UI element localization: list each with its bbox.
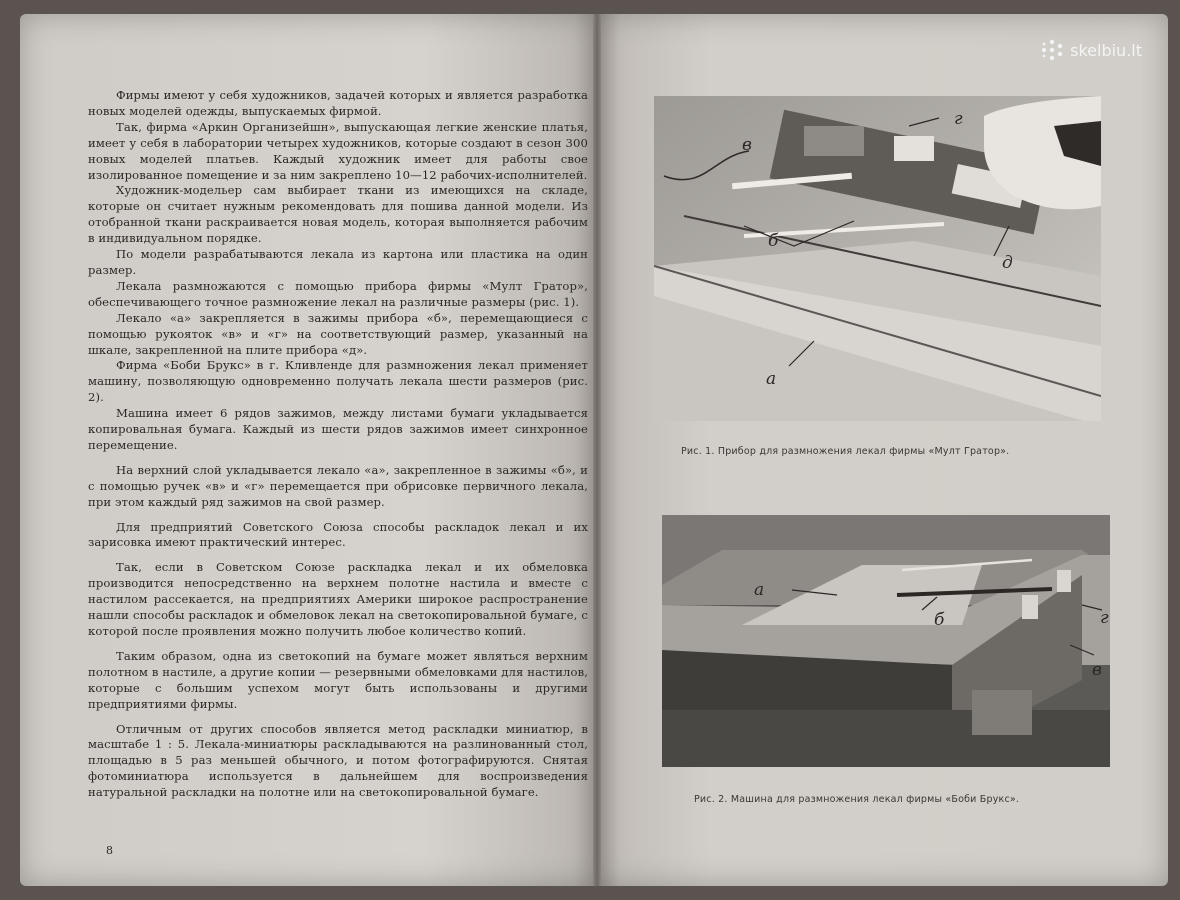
paragraph: На верхний слой укладывается лекало «а», закрепленное в зажимы «б», и с помощью ручек «в» и «г» перемещается при обрисовке первичного лекала, при этом каждый ряд зажимов на свой размер. <box>88 462 588 509</box>
paragraph: Так, если в Советском Союзе раскладка лекал и их обмеловка производится непосредственно на верхнем полотне настила и вместе с настилом рассекается, на предприятиях Америки широкое распространение нашли способы раскладок и обмеловок лекал на светокопировальной бумаге, с которой после проявления можно получить любое количество копий. <box>88 560 588 638</box>
watermark-text: skelbiu.lt <box>1070 40 1142 60</box>
figure-2-label-b: б <box>934 610 945 630</box>
figure-1-label-v: в <box>742 135 752 155</box>
paragraph: По модели разрабатываются лекала из картона или пластика на один размер. <box>88 247 588 277</box>
paragraph: Лекало «а» закрепляется в зажимы прибора «б», перемещающиеся с помощью рукояток «в» и «г» на соответствующий размер, указанный на шкале, закрепленной на плите прибора «д». <box>88 310 588 357</box>
figure-1-label-a: а <box>766 369 777 389</box>
figure-2-photo <box>662 515 1110 767</box>
figure-2-label-a: а <box>754 580 765 600</box>
paragraph: Отличным от других способов является метод раскладки миниатюр, в масштабе 1 : 5. Лекала-миниатюры раскладываются на разлинованный стол, площадью в 5 раз меньшей обычного, и потом фотографируются. Снятая фотоминиатюра используется в дальнейшем для воспроизведения натуральной раскладки на полотне или на светокопировальной бумаге. <box>88 721 588 800</box>
paragraph: Фирма «Боби Брукс» в г. Кливленде для размножения лекал применяет машину, позволяющую одновременно получать лекала шести размеров (рис. 2). <box>88 358 588 405</box>
figure-1-photo <box>654 96 1101 421</box>
paragraph: Для предприятий Советского Союза способы раскладок лекал и их зарисовка имеют практический интерес. <box>88 519 588 550</box>
left-page-text <box>88 88 588 801</box>
paragraph: Машина имеет 6 рядов зажимов, между листами бумаги укладывается копировальная бумага. Каждый из шести рядов зажимов имеет синхронное перемещение. <box>88 406 588 452</box>
figure-2-label-v: в <box>1092 660 1102 680</box>
dots-grid-icon <box>1040 38 1064 62</box>
figure-2-label-g: г <box>1100 608 1109 628</box>
paragraph: Лекала размножаются с помощью прибора фирмы «Мулт Гратор», обеспечивающего точное размножение лекал на различные размеры (рис. 1). <box>88 278 588 309</box>
figure-1-label-g: г <box>954 109 963 129</box>
figure-1-label-d: д <box>1002 253 1013 273</box>
paragraph: Таким образом, одна из светокопий на бумаге может являться верхним полотном в настиле, а другие копии — резервными обмеловками для настилов, которые с большим успехом могут быть использованы и другими предприятиями фирмы. <box>88 648 588 711</box>
figure-1-label-b: б <box>768 231 779 251</box>
figure-2-caption: Рис. 2. Машина для размножения лекал фирмы «Боби Брукс». <box>694 794 1020 805</box>
left-page <box>20 14 597 886</box>
paragraph: Художник-модельер сам выбирает ткани из имеющихся на складе, которые он считает нужным рекомендовать для пошива данной модели. Из отобранной ткани раскраивается новая модель, которая выполняется рабочим в индивидуальном порядке. <box>88 183 588 246</box>
paragraph: Так, фирма «Аркин Организейшн», выпускающая легкие женские платья, имеет у себя в лаборатории четырех художников, которые создают в сезон 300 новых моделей платьев. Каждый художник имеет для работы свое изолированное помещение и за ним закреплено 10—12 рабочих-исполнителей. <box>88 119 588 182</box>
book-gutter <box>593 14 601 886</box>
paragraph: Фирмы имеют у себя художников, задачей которых и является разработка новых моделей одежды, выпускаемых фирмой. <box>88 88 588 118</box>
watermark <box>1040 38 1142 62</box>
figure-1-caption: Рис. 1. Прибор для размножения лекал фирмы «Мулт Гратор». <box>681 446 1010 457</box>
page-number: 8 <box>106 844 113 857</box>
